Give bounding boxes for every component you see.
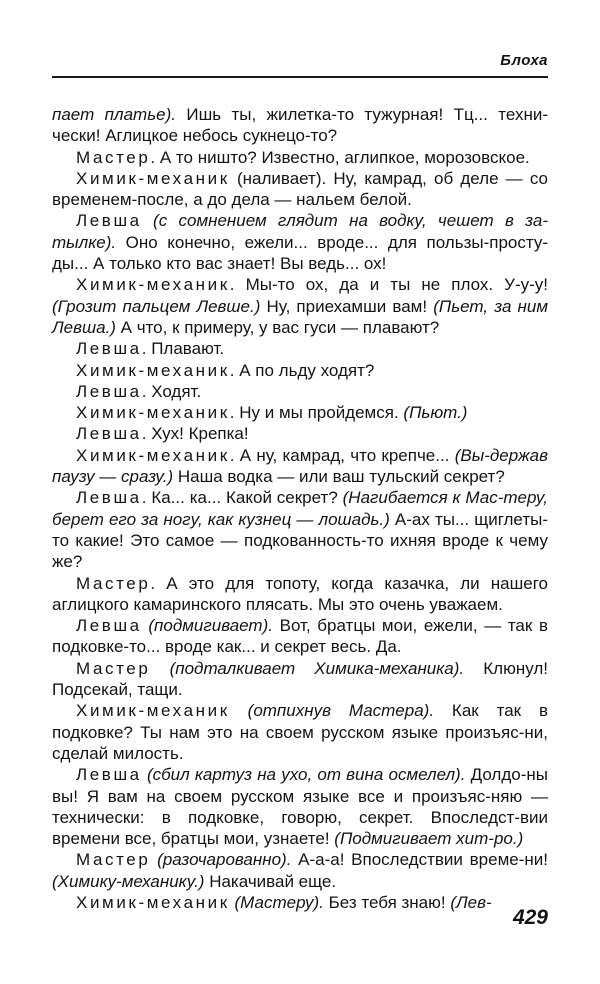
page-number: 429 — [512, 906, 548, 929]
dialogue-text: Накачивай еще. — [204, 871, 337, 891]
speaker-name: Химик-механик — [76, 168, 230, 188]
speaker-name: Левша — [76, 339, 142, 359]
dialogue-text: . Плавают. — [141, 339, 225, 359]
running-title: Блоха — [500, 52, 548, 69]
speaker-name: Химик-механик — [76, 403, 230, 423]
stage-direction: (Химику-механику.) — [52, 871, 205, 891]
dialogue-text: . Ну и мы пройдемся. — [229, 403, 404, 423]
dialogue-text: Как так в подковке? Ты нам это на своем русском языке произъяс-ни, сделай милость. — [52, 701, 548, 763]
stage-direction: (Нагибается к Мас-теру, берет его за ногу, как кузнец — лошадь.) — [52, 488, 548, 529]
dialogue-paragraph — [52, 615, 548, 658]
dialogue-paragraph — [52, 764, 548, 849]
stage-direction: (подталкивает Химика-механика). — [169, 658, 465, 678]
stage-direction: (Пьет, за ним Левша.) — [52, 296, 548, 337]
dialogue-text: Ишь ты, жилетка-то тужурная! Тц... техни-чески! Аглицкое небось сукнецо-то? — [52, 105, 548, 146]
dialogue-text: . Хух! Крепка! — [141, 424, 249, 444]
dialogue-text: . А то ништо? Известно, аглипкое, морозовское. — [150, 147, 530, 167]
speaker-name: Левша — [76, 381, 142, 401]
stage-direction: (с сомнением глядит на водку, чешет в за-тылке). — [52, 211, 548, 252]
dialogue-text — [142, 211, 153, 230]
dialogue-text: Оно конечно, ежели... вроде... для пользы-просту-ды... А только кто вас знает! Вы ведь... ох! — [52, 232, 548, 274]
play-text — [52, 104, 548, 913]
speaker-name: Химик-механик — [76, 701, 230, 721]
dialogue-text: (наливает). Ну, камрад, об деле — со временем-после, а до дела — нальем белой. — [52, 168, 548, 210]
dialogue-paragraph — [52, 849, 548, 892]
speaker-name: Мастер — [76, 850, 151, 870]
speaker-name: Левша — [76, 488, 142, 508]
dialogue-paragraph — [52, 104, 548, 147]
stage-direction: (Мастеру). — [234, 892, 324, 912]
dialogue-text: . Ходят. — [141, 381, 202, 401]
stage-direction: (Пьют.) — [403, 403, 468, 423]
speaker-name: Левша — [76, 765, 142, 785]
dialogue-paragraph — [52, 423, 548, 444]
dialogue-text — [150, 659, 169, 678]
speaker-name: Химик-механик — [76, 360, 230, 380]
speaker-name: Мастер — [76, 573, 151, 593]
dialogue-text: А-ах ты... щиглеты-то какие! Это самое — подкованность-то ихняя вроде к чему же? — [52, 509, 548, 572]
dialogue-paragraph — [52, 402, 548, 423]
dialogue-paragraph — [52, 210, 548, 274]
stage-direction: пает платье). — [52, 105, 176, 124]
dialogue-text: . Ка... ка... Какой секрет? — [141, 488, 343, 508]
speaker-name: Левша — [76, 616, 142, 636]
stage-direction: (Вы-держав паузу — сразу.) — [52, 445, 548, 487]
dialogue-text: Наша водка — или ваш тульский секрет? — [173, 467, 505, 487]
dialogue-text — [230, 701, 248, 720]
dialogue-text: Без тебя знаю! — [323, 892, 451, 912]
dialogue-text: . Мы-то ох, да и ты не плох. У-у-у! — [229, 275, 548, 295]
dialogue-paragraph — [52, 338, 548, 359]
speaker-name: Левша — [76, 211, 142, 231]
dialogue-text: . А ну, камрад, что крепче... — [229, 445, 455, 465]
dialogue-text: А-а-а! Впоследствии време-ни! — [291, 850, 548, 870]
running-header — [52, 46, 548, 78]
dialogue-text: . А по льду ходят? — [229, 360, 375, 380]
dialogue-paragraph — [52, 892, 548, 913]
dialogue-paragraph — [52, 445, 548, 488]
speaker-name: Левша — [76, 424, 142, 444]
dialogue-text: Долдо-ны вы! Я вам на своем русском языке все и произъяс-няю — технически: в подковке, говорю, секрет. Впоследст-вии времени все, братцы мои, узнаете! — [52, 765, 548, 849]
dialogue-text: А что, к примеру, у вас гуси — плавают? — [115, 317, 440, 337]
dialogue-text: Клюнул! Подсекай, тащи. — [52, 658, 548, 700]
stage-direction: (разочарованно). — [157, 850, 292, 870]
speaker-name: Химик-механик — [76, 275, 230, 295]
stage-direction: (Лев- — [450, 892, 492, 912]
dialogue-paragraph — [52, 360, 548, 381]
stage-direction: (подмигивает). — [148, 616, 273, 636]
dialogue-paragraph — [52, 168, 548, 211]
dialogue-text: . А это для топоту, когда казачка, ли нашего аглицкого камаринского плясать. Мы это очень уважаем. — [52, 573, 548, 614]
dialogue-text: Ну, приехамши вам! — [260, 296, 434, 316]
stage-direction: (отпихнув Мастера). — [247, 701, 435, 721]
dialogue-paragraph — [52, 274, 548, 338]
dialogue-paragraph — [52, 658, 548, 701]
stage-direction: (Подмигивает хит-ро.) — [334, 829, 524, 849]
speaker-name: Мастер — [76, 147, 151, 167]
dialogue-paragraph — [52, 573, 548, 616]
speaker-name: Химик-механик — [76, 892, 230, 912]
stage-direction: (Грозит пальцем Левше.) — [52, 296, 261, 316]
dialogue-paragraph — [52, 487, 548, 572]
dialogue-paragraph — [52, 147, 548, 168]
dialogue-text: Вот, братцы мои, ежели, — так в подковке-то... вроде как... и секрет весь. Да. — [52, 616, 548, 657]
speaker-name: Мастер — [76, 658, 151, 678]
speaker-name: Химик-механик — [76, 445, 230, 465]
stage-direction: (сбил картуз на ухо, от вина осмелел). — [146, 765, 466, 785]
dialogue-paragraph — [52, 700, 548, 764]
dialogue-paragraph — [52, 381, 548, 402]
